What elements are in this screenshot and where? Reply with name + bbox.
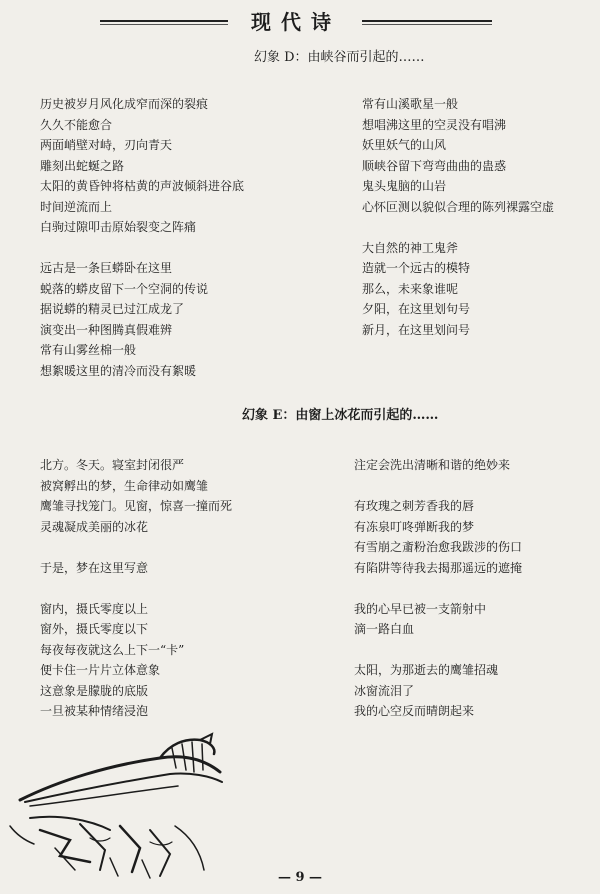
poem-stanza [40, 94, 244, 238]
header-rule-right [362, 20, 492, 22]
poem-line: 心怀叵测以貌似合理的陈列裸露空虚 [362, 199, 555, 214]
poem-line: 雕刻出蛇蜒之路 [40, 158, 125, 173]
poem-line: 造就一个远古的模特 [362, 261, 471, 275]
poem-line: 注定会洗出清晰和谐的绝妙来 [354, 458, 511, 472]
poem-line: 久久不能愈合 [40, 117, 113, 132]
poem-line: 鬼头鬼脑的山岩 [362, 179, 447, 193]
section-e-left-column [40, 455, 232, 722]
poem-line: 演变出一种图腾真假难辨 [40, 322, 173, 337]
section-e-subtitle: 幻象 E：由窗上冰花而引起的…… [242, 408, 439, 423]
poem-line: 被窝孵出的梦，生命律动如鹰雏 [40, 478, 209, 493]
poem-line: 据说蟒的精灵已过江成龙了 [40, 302, 185, 316]
poem-line: 于是，梦在这里写意 [40, 560, 149, 575]
poem-line: 太阳，为那逝去的鹰雏招魂 [354, 663, 499, 677]
poem-line: 白驹过隙叩击原始裂变之阵痛 [40, 220, 197, 234]
section-d-subtitle: 幻象 D：由峡谷而引起的…… [254, 50, 425, 65]
eagle-landscape-illustration [0, 730, 260, 880]
poem-line: 妖里妖气的山风 [362, 138, 447, 152]
section-d-right-column [362, 94, 554, 340]
poem-line: 新月，在这里划问号 [362, 322, 471, 337]
poem-line: 窗内，摄氏零度以上 [40, 601, 149, 616]
poem-stanza [40, 599, 232, 722]
section-e-right-column [354, 455, 522, 722]
poem-stanza [362, 94, 554, 217]
poem-line: 远古是一条巨蟒卧在这里 [40, 261, 173, 275]
poem-line: 冰窗流泪了 [354, 683, 415, 698]
poem-stanza [40, 258, 244, 381]
poem-line: 太阳的黄昏钟将枯黄的声波倾斜进谷底 [40, 179, 245, 193]
poem-line: 窗外，摄氏零度以下 [40, 622, 149, 636]
page-header [0, 6, 600, 36]
poem-line: 想唱沸这里的空灵没有唱沸 [362, 117, 507, 132]
poem-line: 大自然的神工鬼斧 [362, 240, 459, 255]
poem-line: 便卡住一片片立体意象 [40, 663, 161, 677]
poem-stanza [354, 496, 522, 578]
poem-line: 两面峭壁对峙，刃向青天 [40, 138, 173, 152]
header-rule-right-thin [362, 24, 492, 25]
poem-line: 有陷阱等待我去揭那遥远的遮掩 [354, 560, 523, 575]
poem-stanza [354, 455, 522, 476]
poem-line: 蜕落的蟒皮留下一个空洞的传说 [40, 281, 209, 296]
page-number: — 9 — [277, 870, 323, 885]
poem-line: 夕阳，在这里划句号 [362, 302, 471, 316]
poem-line: 常有山雾丝棉一般 [40, 343, 137, 357]
poem-line: 北方。冬天。寝室封闭很严 [40, 458, 185, 472]
poem-stanza [40, 558, 232, 579]
poem-line: 一旦被某种情绪浸泡 [40, 704, 149, 718]
page-title: 现代诗 [251, 10, 341, 34]
poem-stanza [354, 599, 522, 640]
poem-line: 我的心空反而晴朗起来 [354, 704, 475, 718]
header-rule-left-thin [100, 24, 228, 25]
poem-line: 顺峡谷留下弯弯曲曲的蛊惑 [362, 158, 507, 173]
section-d-left-column [40, 94, 244, 381]
poem-line: 历史被岁月风化成窄而深的裂痕 [40, 97, 209, 111]
poem-line: 每夜每夜就这么上下一“卡” [40, 642, 185, 657]
poem-line: 有雪崩之齑粉治愈我跋涉的伤口 [354, 540, 523, 554]
poem-stanza [40, 455, 232, 537]
poem-line: 有玫瑰之刺芳香我的唇 [354, 499, 475, 513]
poem-line: 那么，未来象谁呢 [362, 281, 459, 296]
poem-line: 这意象是朦胧的底版 [40, 683, 149, 698]
poem-line: 鹰雏寻找笼门。见窗，惊喜一撞而死 [40, 499, 233, 513]
poem-stanza [354, 660, 522, 722]
poem-line: 滴一路白血 [354, 622, 415, 636]
poem-line: 灵魂凝成美丽的冰花 [40, 519, 149, 534]
poem-line: 我的心早已被一支箭射中 [354, 601, 487, 616]
poem-stanza [362, 238, 554, 341]
poem-line: 时间逆流而上 [40, 199, 113, 214]
poem-line: 想絮暖这里的清冷而没有絮暖 [40, 363, 197, 378]
poem-line: 常有山溪歌星一般 [362, 97, 459, 111]
poem-line: 有冻泉叮咚弹断我的梦 [354, 519, 475, 534]
header-rule-left [100, 20, 228, 22]
